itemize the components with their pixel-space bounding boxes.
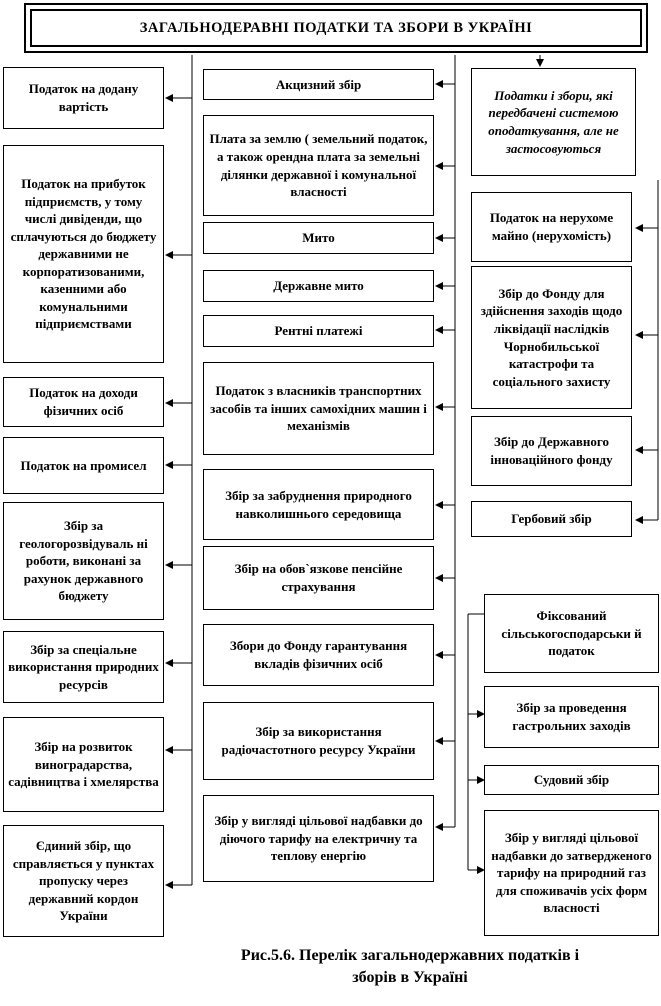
node-trade-tax: Податок на промисел [3, 437, 164, 494]
node-viticulture-fee: Збір на розвиток виноградарства, садівництва і хмелярства [3, 717, 164, 812]
node-state-duty: Державне мито [203, 270, 434, 302]
node-pension-fee: Збір на обов`язкове пенсійне страхування [203, 546, 434, 610]
node-electricity-surcharge: Збір у вигляді цільової надбавки до діючого тарифу на електричну та теплову енергію [203, 795, 434, 882]
node-not-applied-note: Податки і збори, які передбачені системою оподаткування, але не застосовуються [471, 68, 636, 176]
node-tour-events-fee: Збір за проведення гастрольних заходів [484, 686, 659, 748]
node-land-tax: Плата за землю ( земельний податок, а також орендна плата за земельні ділянки державної і комунальної власності [203, 115, 434, 216]
node-vehicle-tax: Податок з власників транспортних засобів та інших самохідних машин і механізмів [203, 362, 434, 455]
node-deposit-guarantee-fee: Збори до Фонду гарантування вкладів фізичних осіб [203, 624, 434, 686]
node-excise: Акцизний збір [203, 69, 434, 100]
node-court-fee: Судовий збір [484, 765, 659, 795]
node-profit-tax: Податок на прибуток підприємств, у тому числі дивіденди, що сплачуються до бюджету державними не корпоратизованими, казенними або комунальними підприємствами [3, 145, 164, 363]
node-innovation-fund-fee: Збір до Державного інноваційного фонду [471, 416, 632, 486]
node-vat: Податок на додану вартість [3, 67, 164, 129]
figure-caption: Рис.5.6. Перелік загальнодержавних податків і зборів в Україні [240, 947, 580, 986]
node-border-fee: Єдиний збір, що справляється у пунктах пропуску через державний кордон України [3, 825, 164, 937]
node-stamp-fee: Гербовий збір [471, 501, 632, 537]
node-natural-resources-fee: Збір за спеціальне використання природних ресурсів [3, 631, 164, 703]
title-frame [24, 3, 648, 53]
node-gas-surcharge: Збір у вигляді цільової надбавки до затвердженого тарифу на природний газ для споживачів усіх форм власності [484, 810, 659, 936]
node-chernobyl-fund-fee: Збір до Фонду для здійснення заходів щодо ліквідації наслідків Чорнобильської катастрофи та соціального захисту [471, 266, 632, 409]
node-geology-fee: Збір за геологорозвідуваль ні роботи, виконані за рахунок державного бюджету [3, 502, 164, 620]
node-duty: Мито [203, 222, 434, 254]
node-radio-frequency-fee: Збір за використання радіочастотного ресурсу України [203, 702, 434, 780]
node-pollution-fee: Збір за забруднення природного навколишнього середовища [203, 469, 434, 540]
node-real-estate-tax: Податок на нерухоме майно (нерухомість) [471, 192, 632, 262]
node-personal-income-tax: Податок на доходи фізичних осіб [3, 377, 164, 427]
diagram-title: ЗАГАЛЬНОДЕРАВНІ ПОДАТКИ ТА ЗБОРИ В УКРАЇНІ [30, 9, 642, 47]
node-rent-payments: Рентні платежі [203, 315, 434, 347]
node-agricultural-tax: Фіксований сільськогосподарськи й податок [484, 594, 659, 673]
